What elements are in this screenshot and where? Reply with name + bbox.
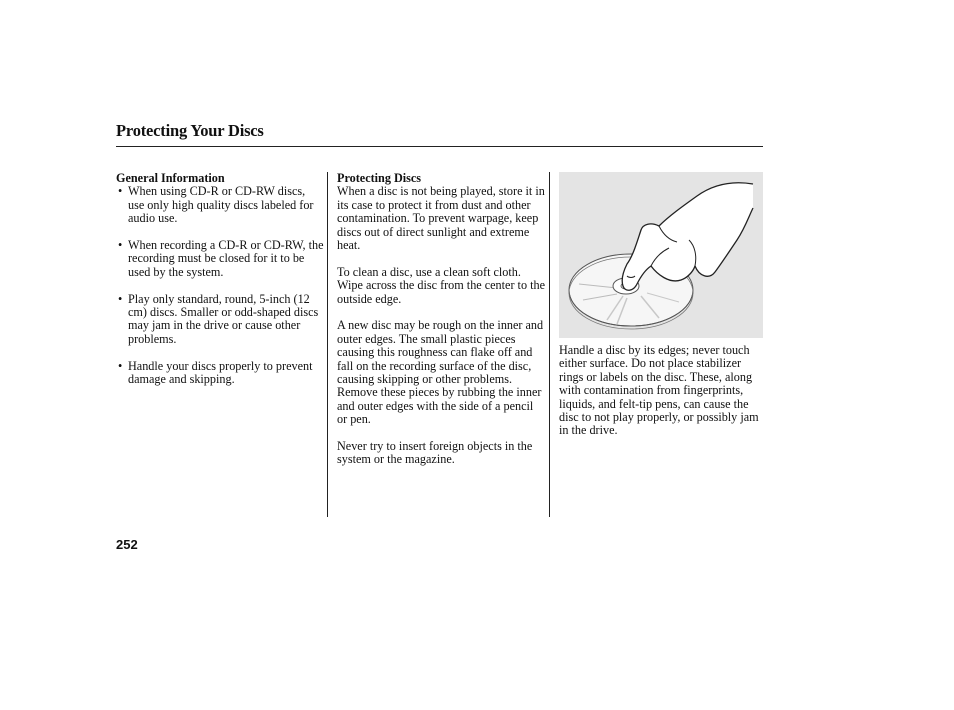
bullet-icon: • <box>118 291 123 306</box>
column-divider-right <box>549 172 550 517</box>
general-information-heading: General Information <box>116 171 225 185</box>
list-item <box>116 239 324 279</box>
page-number: 252 <box>116 537 138 552</box>
protecting-discs-column <box>337 172 545 480</box>
paragraph: To clean a disc, use a clean soft cloth. Wipe across the disc from the center to the outside edge. <box>337 264 545 306</box>
title-rule <box>116 146 763 147</box>
list-item-text: When recording a CD-R or CD-RW, the recording must be closed for it to be used by the system. <box>128 238 324 279</box>
general-information-column <box>116 172 324 400</box>
column-divider-left <box>327 172 328 517</box>
protecting-discs-heading: Protecting Discs <box>337 171 422 185</box>
paragraph: A new disc may be rough on the inner and outer edges. The small plastic pieces causing this roughness can flake off and fall on the recording surface of the disc, causing skipping or other problems. Remove these pieces by rubbing the inner and outer edges with the side of a pencil or pen. <box>337 318 544 427</box>
bullet-icon: • <box>118 184 123 199</box>
bullet-icon: • <box>118 238 123 253</box>
bullet-icon: • <box>118 358 123 373</box>
illustration-caption: Handle a disc by its edges; never touch either surface. Do not place stabilizer rings or labels on the disc. These, along with contamination from fingerprints, liquids, and felt-tip pens, can cause the disc to not play properly, or possibly jam in the drive. <box>559 343 759 438</box>
list-item <box>116 185 324 225</box>
hand-holding-disc-illustration <box>559 172 763 338</box>
list-item-text: Handle your discs properly to prevent damage and skipping. <box>128 358 313 387</box>
general-information-list <box>116 185 324 386</box>
list-item-text: When using CD-R or CD-RW discs, use only high quality discs labeled for audio use. <box>128 184 314 226</box>
list-item-text: Play only standard, round, 5-inch (12 cm) discs. Smaller or odd-shaped discs may jam in the drive or cause other problems. <box>128 291 319 346</box>
paragraph: Never try to insert foreign objects in the system or the magazine. <box>337 439 533 467</box>
illustration-column <box>559 172 764 451</box>
list-item <box>116 360 324 387</box>
list-item <box>116 293 324 347</box>
page-title: Protecting Your Discs <box>116 121 264 140</box>
paragraph: When a disc is not being played, store it in its case to protect it from dust and other contamination. To prevent warpage, keep discs out of direct sunlight and extreme heat. <box>337 184 545 253</box>
